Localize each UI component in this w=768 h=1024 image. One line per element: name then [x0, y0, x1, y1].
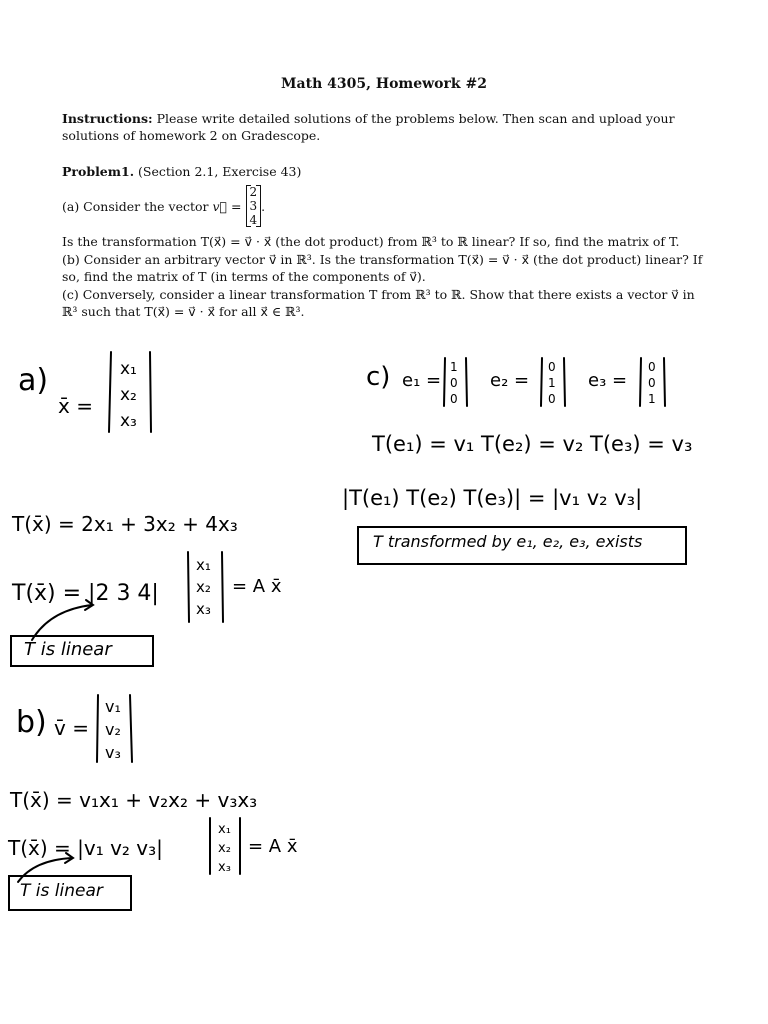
hw-a-conclusion: T is linear: [24, 639, 112, 660]
hw-b-v-bracket-left: [97, 695, 98, 762]
hw-c-e1-component: 1: [450, 360, 458, 374]
hw-c-e3-component: 0: [648, 360, 656, 374]
hw-a-x-component: x₁: [120, 359, 137, 379]
hw-a-x-bracket-left: [109, 352, 111, 432]
hw-b-arrow: [18, 858, 72, 882]
given-vector-entry: 4: [249, 213, 258, 227]
hw-c-e1: e₁ =: [402, 370, 442, 391]
hw-c-e2-bracket-left: [541, 358, 542, 406]
hw-a-arrow: [32, 605, 92, 640]
part-a-vector-line: (a) Consider the vector v⃗ = 2 3 4 .: [62, 185, 266, 227]
hw-b-conclusion: T is linear: [20, 881, 103, 901]
part-b-text: (b) Consider an arbitrary vector v⃗ in ℝ³. Is the transformation T(x⃗) = v⃗ · x⃗ (the dot product) linear? If so, find the matrix of T (in terms of the components of v⃗).: [62, 252, 703, 284]
hw-b-vbar: v̄ =: [54, 716, 89, 740]
hw-a-x-bracket-right: [150, 352, 151, 432]
hw-c-e1-component: 0: [450, 376, 458, 390]
hw-c-e2-component: 1: [548, 376, 556, 390]
hw-c-label: c): [366, 362, 391, 392]
hw-c-e3-component: 1: [648, 392, 656, 406]
hw-c-e1-bracket-right: [466, 358, 467, 406]
hw-a-line1: T(x̄) = 2x₁ + 3x₂ + 4x₃: [12, 512, 238, 536]
page-title: Math 4305, Homework #2: [281, 76, 487, 92]
hw-b-line2-right: = A x̄: [248, 836, 298, 857]
problem-source: (Section 2.1, Exercise 43): [138, 164, 302, 179]
hw-b-line2-left: T(x̄) = |v₁ v₂ v₃|: [8, 836, 163, 860]
hw-b-x-component: x₃: [218, 860, 231, 875]
hw-c-e3: e₃ =: [588, 370, 628, 391]
hw-b-line1: T(x̄) = v₁x₁ + v₂x₂ + v₃x₃: [10, 788, 258, 812]
hw-c-conclusion: T transformed by e₁, e₂, e₃, exists: [373, 532, 643, 551]
hw-c-line1: T(e₁) = v₁ T(e₂) = v₂ T(e₃) = v₃: [372, 432, 693, 456]
hw-a-x-component: x₂: [196, 578, 211, 596]
hw-a-x-component: x₃: [196, 600, 211, 618]
hw-c-e3-bracket-right: [664, 358, 665, 406]
hw-b-v-component: v₁: [105, 697, 121, 716]
hw-a-label: a): [18, 363, 49, 398]
given-vector-entry: 2: [249, 185, 258, 199]
hw-a-x-component: x₁: [196, 556, 211, 574]
hw-c-e2: e₂ =: [490, 370, 530, 391]
given-vector-entry: 3: [249, 199, 258, 213]
hw-c-e2-component: 0: [548, 392, 556, 406]
instructions-label: Instructions:: [62, 111, 153, 126]
hw-c-line2: |T(e₁) T(e₂) T(e₃)| = |v₁ v₂ v₃|: [342, 486, 643, 510]
hw-c-e1-bracket-left: [444, 358, 445, 406]
part-a-var: v⃗ =: [212, 198, 242, 214]
hw-a-x2-bracket-left: [188, 552, 189, 622]
hw-a-x-component: x₂: [120, 385, 137, 405]
instructions-text: Please write detailed solutions of the problems below. Then scan and upload your solutions of homework 2 on Gradescope.: [62, 111, 675, 143]
hw-a-line2-left: T(x̄) = |2 3 4|: [12, 581, 159, 606]
hw-b-v-component: v₂: [105, 720, 121, 739]
hw-b-x-component: x₂: [218, 841, 231, 856]
hw-a-x2-bracket-right: [222, 552, 223, 622]
hw-b-v-component: v₃: [105, 743, 121, 762]
part-c-text: (c) Conversely, consider a linear transformation T from ℝ³ to ℝ. Show that there exists a vector v⃗ in ℝ³ such that T(x⃗) = v⃗ · x⃗ for all x⃗ ∈ ℝ³.: [62, 287, 695, 319]
part-a-question: Is the transformation T(x⃗) = v⃗ · x⃗ (the dot product) from ℝ³ to ℝ linear? If so, find the matrix of T.: [62, 234, 680, 249]
hw-b-x-component: x₁: [218, 822, 231, 837]
hw-c-e3-component: 0: [648, 376, 656, 390]
hw-b-v-bracket-right: [130, 695, 132, 762]
hw-c-e2-component: 0: [548, 360, 556, 374]
part-a-intro: (a) Consider the vector: [62, 198, 209, 214]
hw-b-label: b): [16, 705, 47, 740]
hw-a-xbar: x̄ =: [58, 394, 93, 418]
hw-c-e2-bracket-right: [564, 358, 565, 406]
hw-a-x-component: x₃: [120, 411, 137, 431]
hw-c-e1-component: 0: [450, 392, 458, 406]
hw-c-e3-bracket-left: [640, 358, 641, 406]
hw-a-line2-right: = A x̄: [232, 576, 282, 597]
problem-label: Problem1.: [62, 164, 135, 179]
